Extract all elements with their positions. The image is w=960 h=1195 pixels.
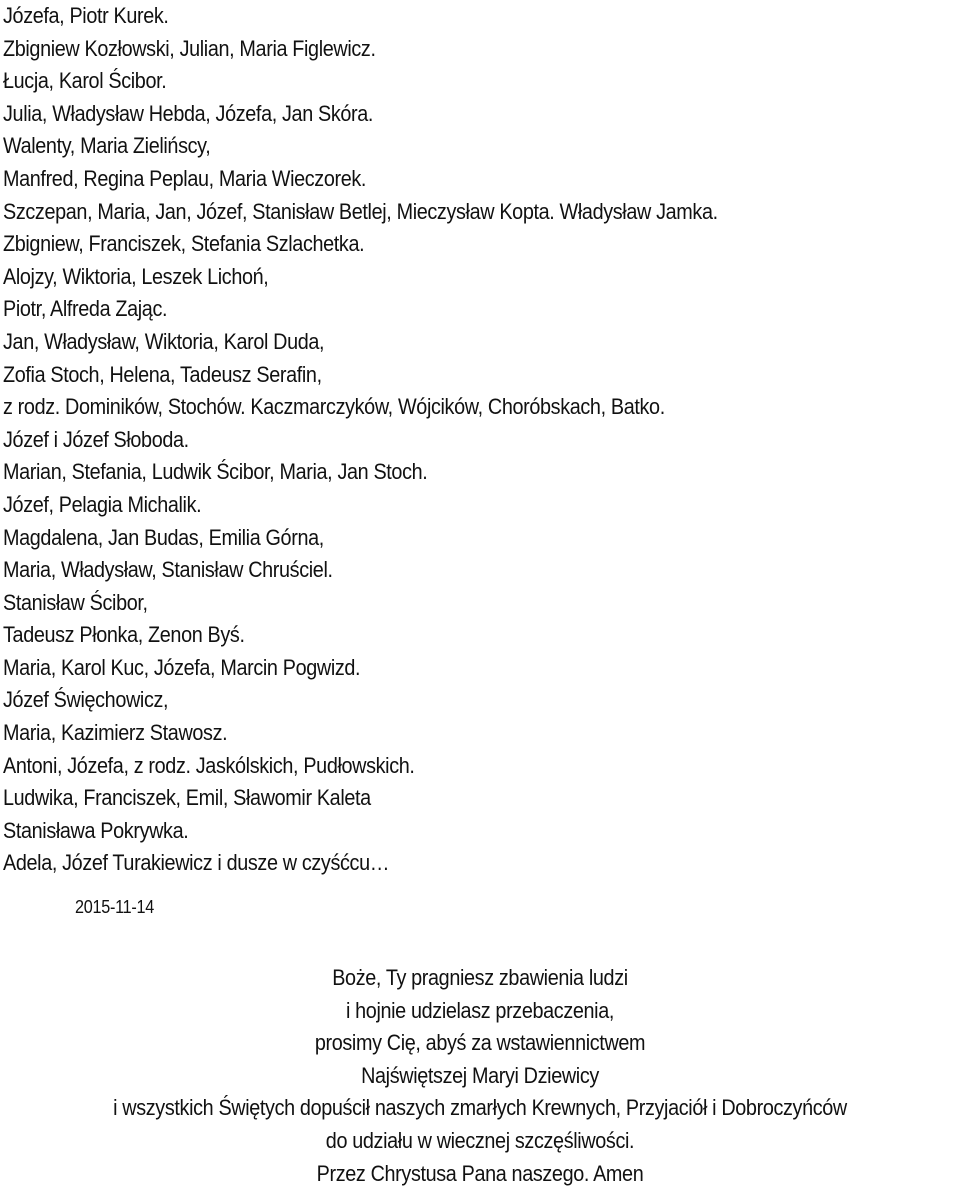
name-line: Łucja, Karol Ścibor. [3, 68, 167, 94]
name-line: Stanisław Ścibor, [3, 589, 148, 615]
prayer-line: Przez Chrystusa Pana naszego. Amen [316, 1160, 644, 1186]
name-line: Józef, Pelagia Michalik. [3, 491, 202, 517]
name-line: Tadeusz Płonka, Zenon Byś. [3, 622, 245, 648]
name-line: z rodz. Dominików, Stochów. Kaczmarczyków, Wójcików, Choróbskach, Batko. [3, 394, 665, 420]
name-line: Maria, Karol Kuc, Józefa, Marcin Pogwizd. [3, 654, 361, 680]
name-line: Józefa, Piotr Kurek. [3, 3, 169, 28]
name-line: Piotr, Alfreda Zając. [3, 296, 168, 322]
name-line: Maria, Władysław, Stanisław Chruściel. [3, 557, 333, 583]
name-line: Marian, Stefania, Ludwik Ścibor, Maria, Jan Stoch. [3, 459, 428, 485]
prayer-line: i wszystkich Świętych dopuścił naszych zmarłych Krewnych, Przyjaciół i Dobroczyńców [113, 1095, 847, 1121]
prayer-line: prosimy Cię, abyś za wstawiennictwem [314, 1030, 646, 1056]
name-line: Alojzy, Wiktoria, Leszek Lichoń, [3, 263, 269, 289]
name-line: Jan, Władysław, Wiktoria, Karol Duda, [3, 328, 325, 354]
name-line: Józef Święchowicz, [3, 687, 169, 713]
name-line: Zbigniew Kozłowski, Julian, Maria Figlewicz. [3, 35, 376, 61]
prayer-line: Najświętszej Maryi Dziewicy [361, 1062, 599, 1088]
name-line: Maria, Kazimierz Stawosz. [3, 720, 228, 746]
name-line: Szczepan, Maria, Jan, Józef, Stanisław Betlej, Mieczysław Kopta. Władysław Jamka. [3, 198, 718, 224]
date-line: 2015-11-14 [75, 897, 154, 917]
prayer-line: Boże, Ty pragniesz zbawienia ludzi [332, 965, 628, 990]
name-line: Zofia Stoch, Helena, Tadeusz Serafin, [3, 361, 322, 387]
name-line: Walenty, Maria Zielińscy, [3, 133, 211, 159]
name-line: Stanisława Pokrywka. [3, 817, 189, 843]
prayer-block [0, 962, 960, 1190]
name-line: Julia, Władysław Hebda, Józefa, Jan Skóra. [3, 100, 374, 126]
prayer-line: i hojnie udzielasz przebaczenia, [345, 997, 615, 1023]
names-list [3, 0, 953, 880]
name-line: Manfred, Regina Peplau, Maria Wieczorek. [3, 165, 367, 191]
name-line: Ludwika, Franciszek, Emil, Sławomir Kaleta [3, 785, 371, 811]
name-line: Adela, Józef Turakiewicz i dusze w czyśćcu… [3, 850, 390, 876]
name-line: Józef i Józef Słoboda. [3, 426, 189, 452]
name-line: Zbigniew, Franciszek, Stefania Szlachetka. [3, 231, 365, 257]
prayer-line: do udziału w wiecznej szczęśliwości. [325, 1127, 635, 1153]
name-line: Antoni, Józefa, z rodz. Jaskólskich, Pudłowskich. [3, 752, 415, 778]
name-line: Magdalena, Jan Budas, Emilia Górna, [3, 524, 324, 550]
